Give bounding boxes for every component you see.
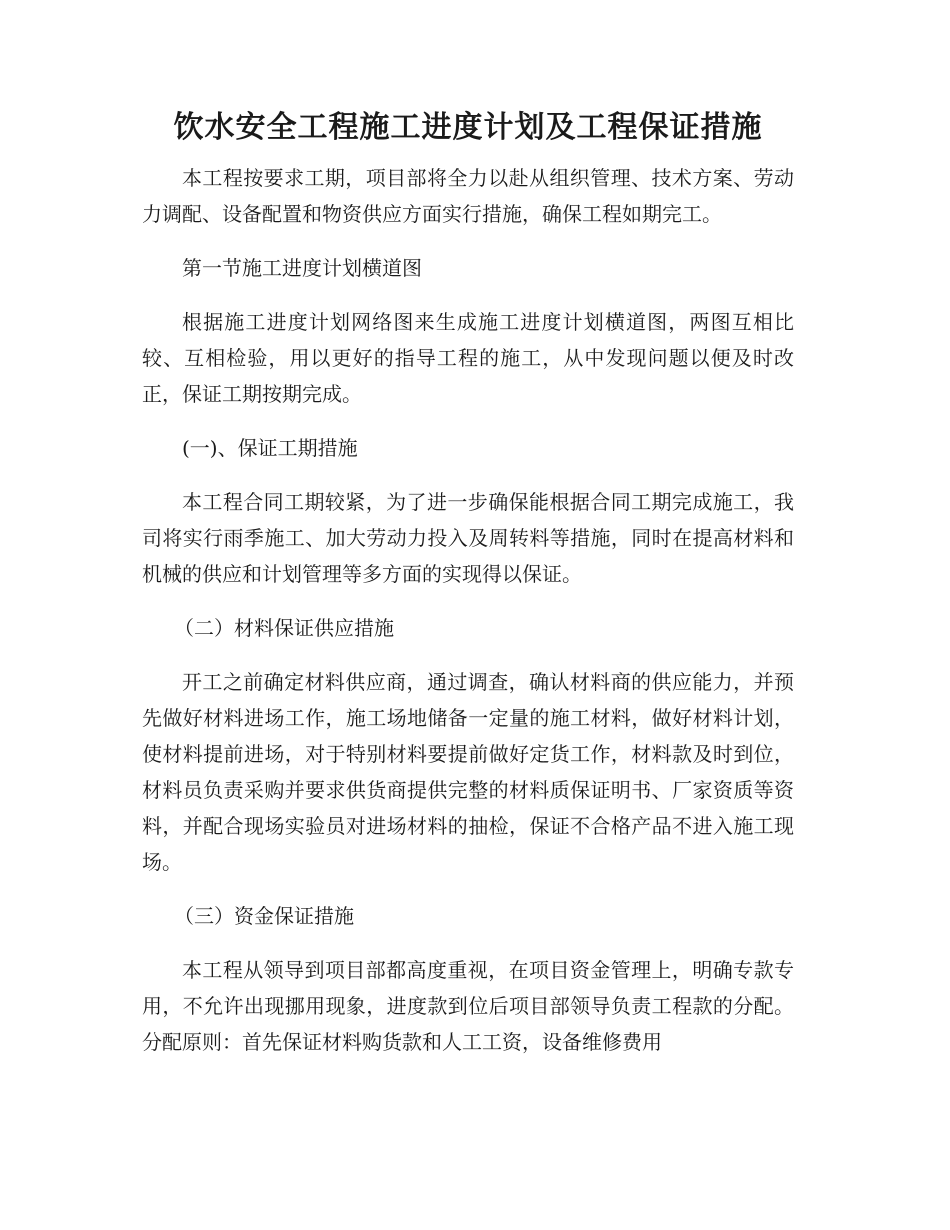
subheading-funding-measures: （三）资金保证措施 bbox=[174, 904, 354, 928]
paragraph-funding-measures: 本工程从领导到项目部都高度重视，在项目资金管理上，明确专款专用，不允许出现挪用现象，进度款到位后项目部领导负责工程款的分配。分配原则：首先保证材料购货款和人工工资，设备维修费用 bbox=[142, 958, 794, 1054]
document-page bbox=[142, 108, 794, 1060]
paragraph-schedule-measures: 本工程合同工期较紧，为了进一步确保能根据合同工期完成施工，我司将实行雨季施工、加大劳动力投入及周转料等措施，同时在提高材料和机械的供应和计划管理等多方面的实现得以保证。 bbox=[142, 490, 794, 586]
subheading-material-supply: （二）材料保证供应措施 bbox=[174, 616, 394, 640]
section-heading-progress-chart: 第一节施工进度计划横道图 bbox=[182, 256, 422, 280]
paragraph-intro: 本工程按要求工期，项目部将全力以赴从组织管理、技术方案、劳动力调配、设备配置和物资供应方面实行措施，确保工程如期完工。 bbox=[142, 166, 794, 226]
paragraph-material-supply: 开工之前确定材料供应商，通过调查，确认材料商的供应能力，并预先做好材料进场工作，施工场地储备一定量的施工材料，做好材料计划，使材料提前进场，对于特别材料要提前做好定货工作，材料款及时到位，材料员负责采购并要求供货商提供完整的材料质保证明书、厂家资质等资料，并配合现场实验员对进场材料的抽检，保证不合格产品不进入施工现场。 bbox=[142, 670, 794, 874]
document-title: 饮水安全工程施工进度计划及工程保证措施 bbox=[173, 110, 763, 145]
subheading-schedule-measures: (一)、保证工期措施 bbox=[182, 436, 358, 460]
paragraph-progress-chart: 根据施工进度计划网络图来生成施工进度计划横道图，两图互相比较、互相检验，用以更好的指导工程的施工，从中发现问题以便及时改正，保证工期按期完成。 bbox=[142, 310, 794, 406]
